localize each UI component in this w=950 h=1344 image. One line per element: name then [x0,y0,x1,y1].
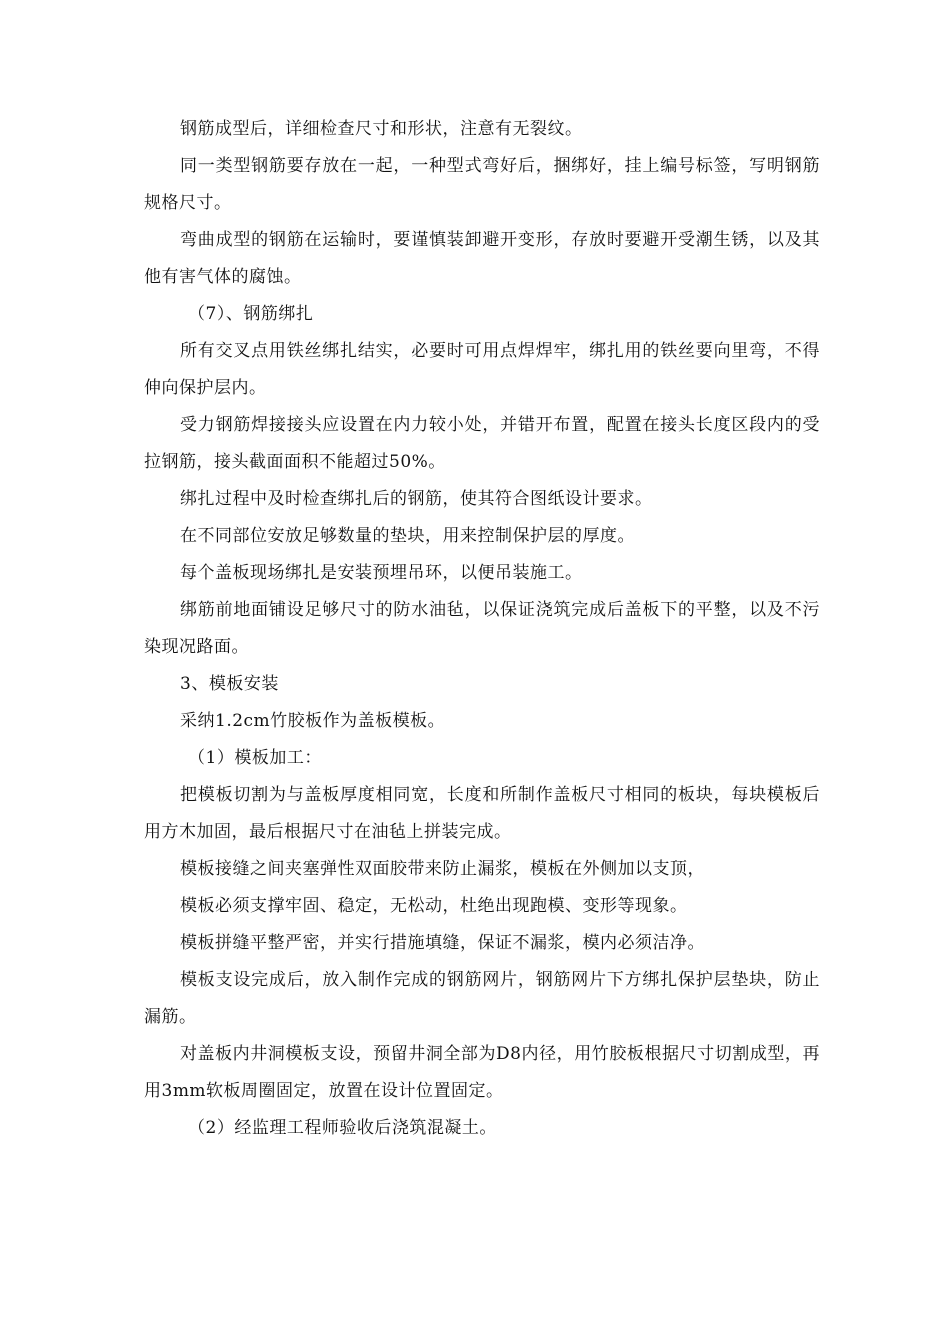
paragraph-rebar-transport: 弯曲成型的钢筋在运输时，要谨慎装卸避开变形，存放时要避开受潮生锈，以及其他有害气体的腐蚀。 [144,230,820,287]
subheading-concrete-pouring: （2）经监理工程师验收后浇筑混凝土。 [188,1118,497,1138]
paragraph-binding-check: 绑扎过程中及时检查绑扎后的钢筋，使其符合图纸设计要求。 [180,489,653,509]
subheading-formwork-processing: （1）模板加工： [188,748,322,768]
paragraph-rebar-inspection: 钢筋成型后，详细检查尺寸和形状，注意有无裂纹。 [180,119,583,139]
paragraph-formwork-material: 采纳1.2cm竹胶板作为盖板模板。 [180,711,446,731]
paragraph-formwork-sealing: 模板拼缝平整严密，并实行措施填缝，保证不漏浆，模内必须洁净。 [180,933,705,953]
paragraph-formwork-seams: 模板接缝之间夹塞弹性双面胶带来防止漏浆，模板在外侧加以支顶， [180,859,705,879]
section-heading-formwork: 3、模板安装 [180,674,279,694]
document-body [144,111,820,1147]
paragraph-well-opening: 对盖板内井洞模板支设，预留井洞全部为D8内径，用竹胶板根据尺寸切割成型，再用3mm软板周圈固定，放置在设计位置固定。 [144,1044,820,1101]
section-heading-rebar-binding: （7）、钢筋绑扎 [188,304,314,324]
paragraph-rebar-mesh: 模板支设完成后，放入制作完成的钢筋网片，钢筋网片下方绑扎保护层垫块，防止漏筋。 [144,970,820,1027]
paragraph-weld-joints: 受力钢筋焊接接头应设置在内力较小处，并错开布置，配置在接头长度区段内的受拉钢筋，接头截面面积不能超过50%。 [144,415,820,472]
paragraph-formwork-support: 模板必须支撑牢固、稳定，无松动，杜绝出现跑模、变形等现象。 [180,896,688,916]
paragraph-lifting-rings: 每个盖板现场绑扎是安装预埋吊环，以便吊装施工。 [180,563,583,583]
paragraph-binding-intersections: 所有交叉点用铁丝绑扎结实，必要时可用点焊焊牢，绑扎用的铁丝要向里弯，不得伸向保护层内。 [144,341,820,398]
paragraph-formwork-cutting: 把模板切割为与盖板厚度相同宽，长度和所制作盖板尺寸相同的板块，每块模板后用方木加固，最后根据尺寸在油毡上拼装完成。 [144,785,820,842]
paragraph-waterproof-felt: 绑筋前地面铺设足够尺寸的防水油毡，以保证浇筑完成后盖板下的平整，以及不污染现况路面。 [144,600,820,657]
paragraph-spacer-blocks: 在不同部位安放足够数量的垫块，用来控制保护层的厚度。 [180,526,635,546]
paragraph-rebar-storage: 同一类型钢筋要存放在一起，一种型式弯好后，捆绑好，挂上编号标签，写明钢筋规格尺寸。 [144,156,820,213]
